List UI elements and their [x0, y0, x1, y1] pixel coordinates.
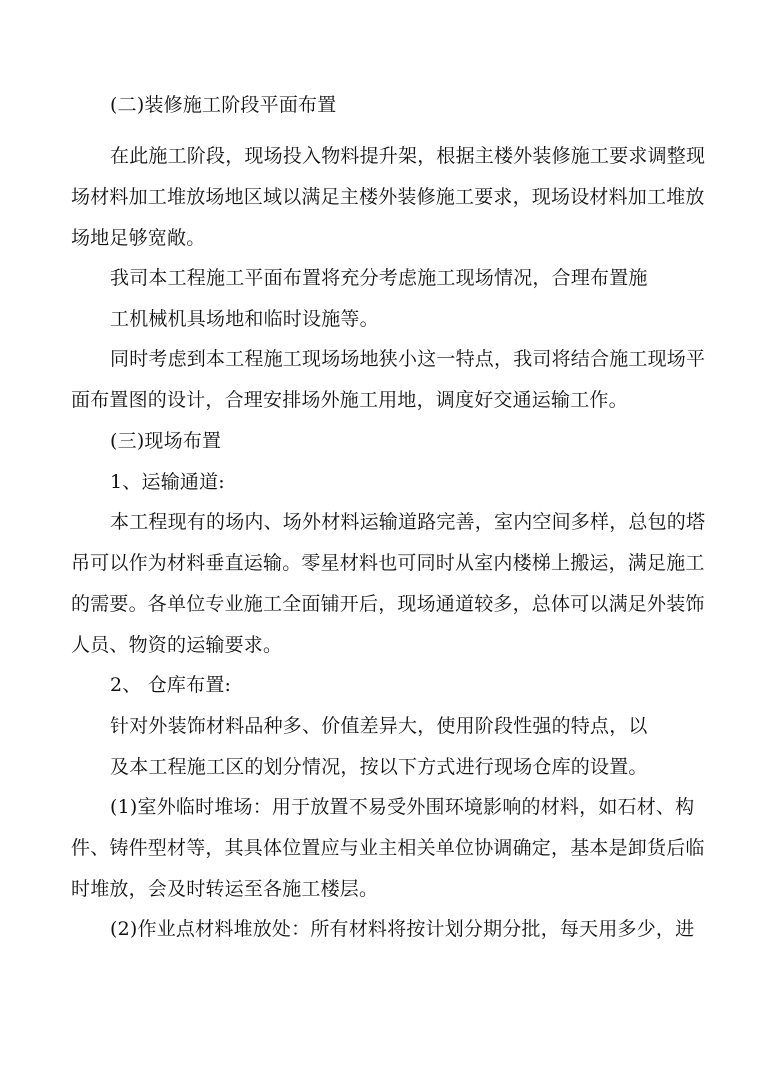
- paragraph-line: 本工程现有的场内、场外材料运输道路完善，室内空间多样，总包的塔: [110, 511, 706, 533]
- paragraph-line: 场材料加工堆放场地区域以满足主楼外装修施工要求，现场设材料加工堆放: [71, 186, 705, 208]
- paragraph-line: 工机械机具场地和临时设施等。: [110, 308, 379, 330]
- paragraph-line: 面布置图的设计，合理安排场外施工用地，调度好交通运输工作。: [71, 389, 628, 411]
- heading-decoration-stage-layout: (二)装修施工阶段平面布置: [110, 94, 337, 116]
- paragraph-line: 针对外装饰材料品种多、价值差异大，使用阶段性强的特点，以: [110, 715, 648, 737]
- paragraph-line: 时堆放，会及时转运至各施工楼层。: [71, 878, 379, 900]
- subheading-transport-channel: 1、运输通道:: [110, 471, 225, 493]
- paragraph-line: 同时考虑到本工程施工现场场地狭小这一特点，我司将结合施工现场平: [110, 348, 706, 370]
- paragraph-line: 及本工程施工区的划分情况，按以下方式进行现场仓库的设置。: [110, 756, 648, 778]
- paragraph-line: 人员、物资的运输要求。: [71, 634, 283, 656]
- paragraph-line: 我司本工程施工平面布置将充分考虑施工现场情况，合理布置施: [110, 267, 648, 289]
- paragraph-line: (2)作业点材料堆放处：所有材料将按计划分期分批，每天用多少，进: [110, 918, 695, 940]
- paragraph-line: 的需要。各单位专业施工全面铺开后，现场通道较多，总体可以满足外装饰: [71, 593, 705, 615]
- heading-site-layout: (三)现场布置: [110, 430, 222, 452]
- subheading-warehouse-layout: 2、 仓库布置:: [110, 674, 232, 696]
- paragraph-line: 吊可以作为材料垂直运输。零星材料也可同时从室内楼梯上搬运，满足施工: [71, 552, 705, 574]
- paragraph-line: 件、铸件型材等，其具体位置应与业主相关单位协调确定，基本是卸货后临: [71, 837, 705, 859]
- paragraph-line: 场地足够宽敞。: [71, 227, 206, 249]
- paragraph-line: (1)室外临时堆场：用于放置不易受外围环境影响的材料，如石材、构: [110, 796, 695, 818]
- paragraph-line: 在此施工阶段，现场投入物料提升架，根据主楼外装修施工要求调整现: [110, 145, 706, 167]
